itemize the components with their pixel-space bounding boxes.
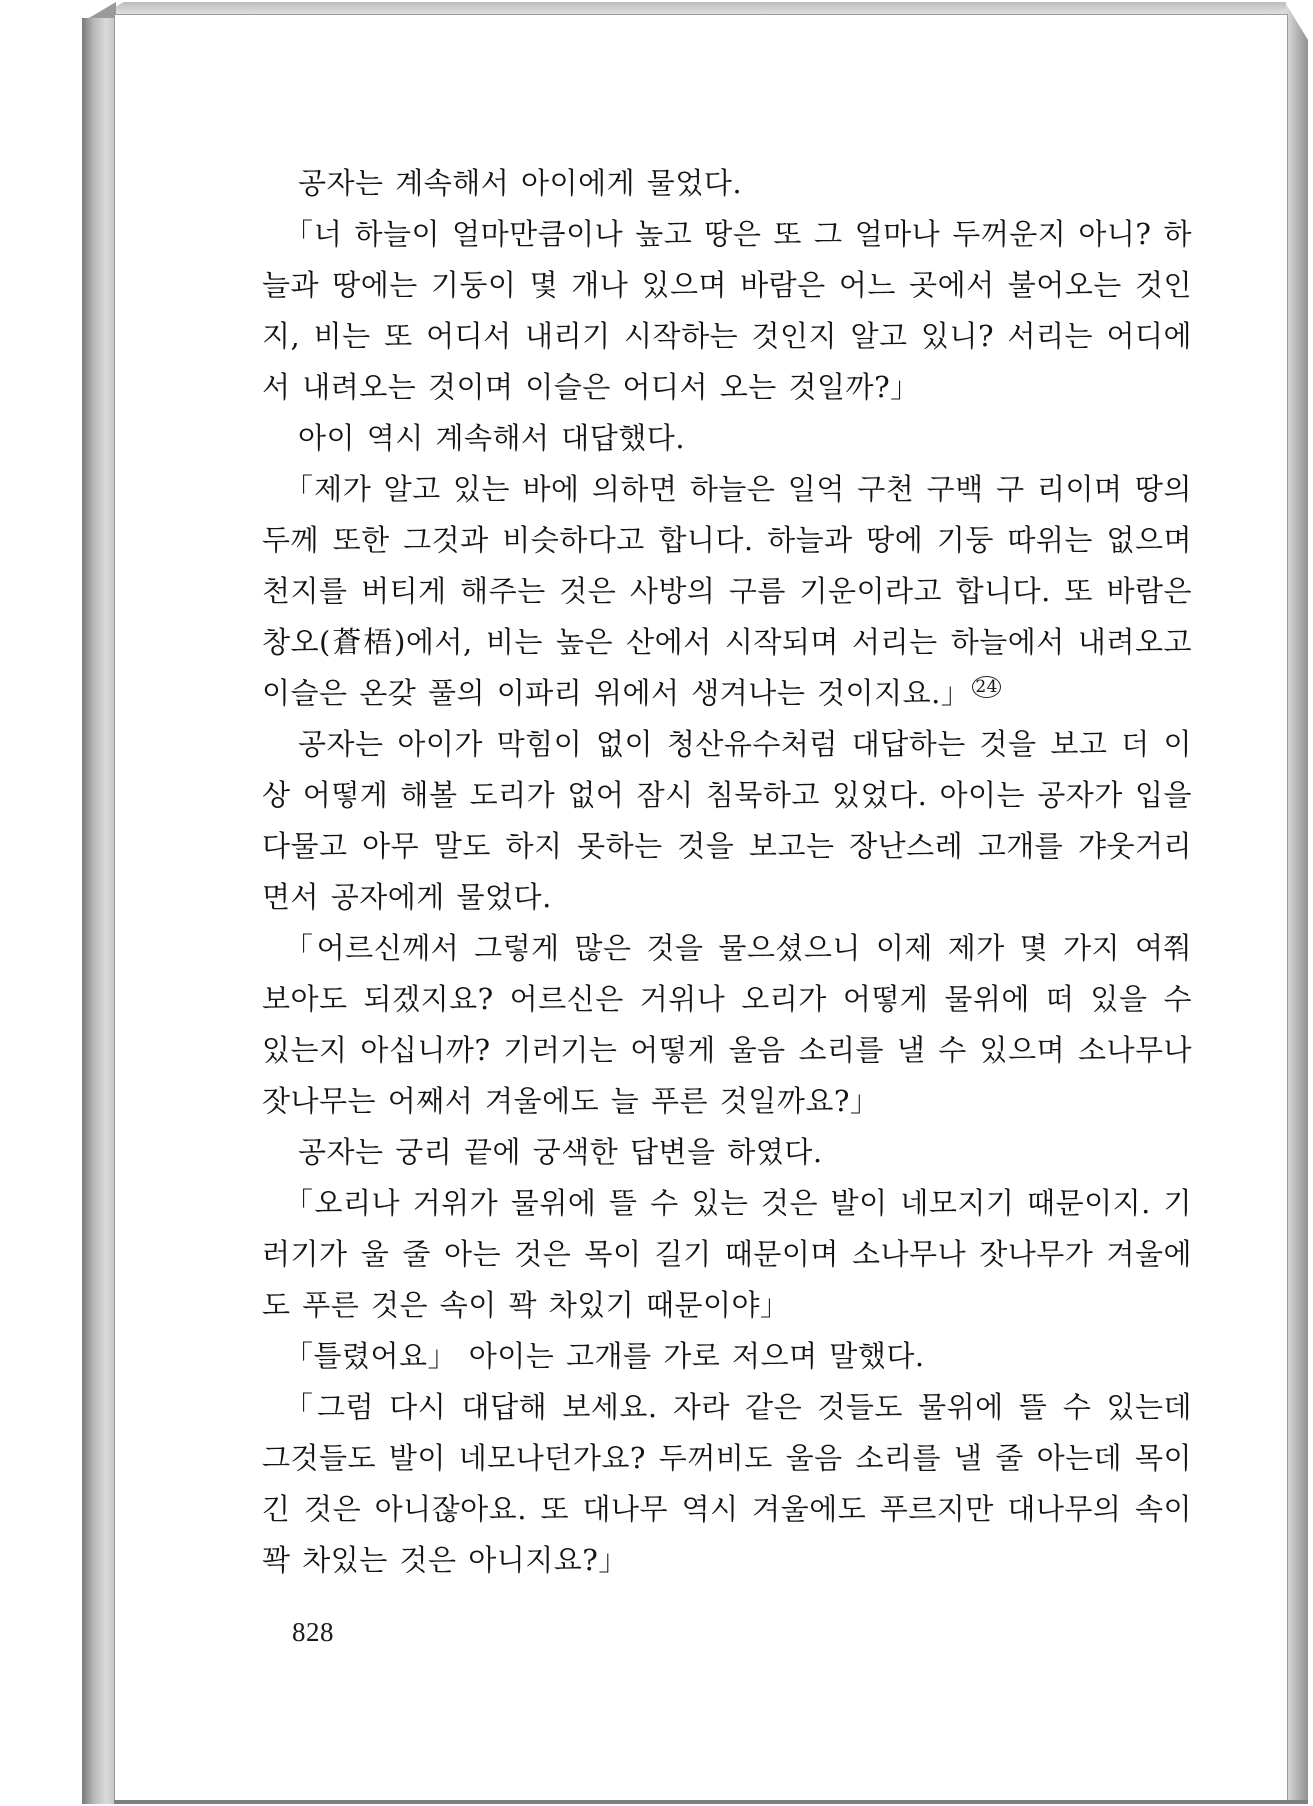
book-bottom-edge <box>114 1800 1308 1804</box>
book-spine <box>82 18 116 1804</box>
page-number: 828 <box>292 1617 334 1647</box>
paragraph-quote: 「어르신께서 그렇게 많은 것을 물으셨으니 이제 제가 몇 가지 여쭤 보아도 되겠지요? 어르신은 거위나 오리가 어떻게 물위에 떠 있을 수 있는지 아십니까? 기러기는 어떻게 울음 소리를 낼 수 있으며 소나무나 잣나무는 어째서 겨울에도 늘 푸른 것일까요?」 <box>262 931 1192 1118</box>
paragraph-quote: 「너 하늘이 얼마만큼이나 높고 땅은 또 그 얼마나 두꺼운지 아니? 하늘과 땅에는 기둥이 몇 개나 있으며 바람은 어느 곳에서 불어오는 것인지, 비는 또 어디서 내리기 시작하는 것인지 알고 있니? 서리는 어디에서 내려오는 것이며 이슬은 어디서 오는 것일까?」 <box>262 217 1192 404</box>
paragraph: 아이 역시 계속해서 대답했다. <box>298 421 686 455</box>
book-right-edge <box>1286 4 1308 1802</box>
footnote-marker: 24 <box>972 676 1001 698</box>
paragraph: 공자는 아이가 막힘이 없이 청산유수처럼 대답하는 것을 보고 더 이상 어떻게 해볼 도리가 없어 잠시 침묵하고 있었다. 아이는 공자가 입을 다물고 아무 말도 하지 못하는 것을 보고는 장난스레 고개를 갸웃거리면서 공자에게 물었다. <box>262 727 1192 914</box>
paragraph-quote: 「틀렸어요」 아이는 고개를 가로 저으며 말했다. <box>284 1339 925 1373</box>
paragraph: 공자는 계속해서 아이에게 물었다. <box>298 166 743 200</box>
page-body-text <box>262 158 1192 1586</box>
paragraph-quote: 「오리나 거위가 물위에 뜰 수 있는 것은 발이 네모지기 때문이지. 기러기가 울 줄 아는 것은 목이 길기 때문이며 소나무나 잣나무가 겨울에도 푸른 것은 속이 꽉 차있기 때문이야」 <box>262 1186 1192 1322</box>
paragraph-quote: 「그럼 다시 대답해 보세요. 자라 같은 것들도 물위에 뜰 수 있는데 그것들도 발이 네모나던가요? 두꺼비도 울음 소리를 낼 줄 아는데 목이 긴 것은 아니잖아요. 또 대나무 역시 겨울에도 푸르지만 대나무의 속이 꽉 차있는 것은 아니지요?」 <box>262 1390 1192 1577</box>
paragraph-quote-text: 「제가 알고 있는 바에 의하면 하늘은 일억 구천 구백 구 리이며 땅의 두께 또한 그것과 비슷하다고 합니다. 하늘과 땅에 기둥 따위는 없으며 천지를 버티게 해주는 것은 사방의 구름 기운이라고 합니다. 또 바람은 창오(蒼梧)에서, 비는 높은 산에서 시작되며 서리는 하늘에서 내려오고 이슬은 온갖 풀의 이파리 위에서 생겨나는 것이지요.」 <box>262 472 1192 710</box>
paragraph: 공자는 궁리 끝에 궁색한 답변을 하였다. <box>298 1135 823 1169</box>
paragraph-quote <box>262 464 1192 719</box>
